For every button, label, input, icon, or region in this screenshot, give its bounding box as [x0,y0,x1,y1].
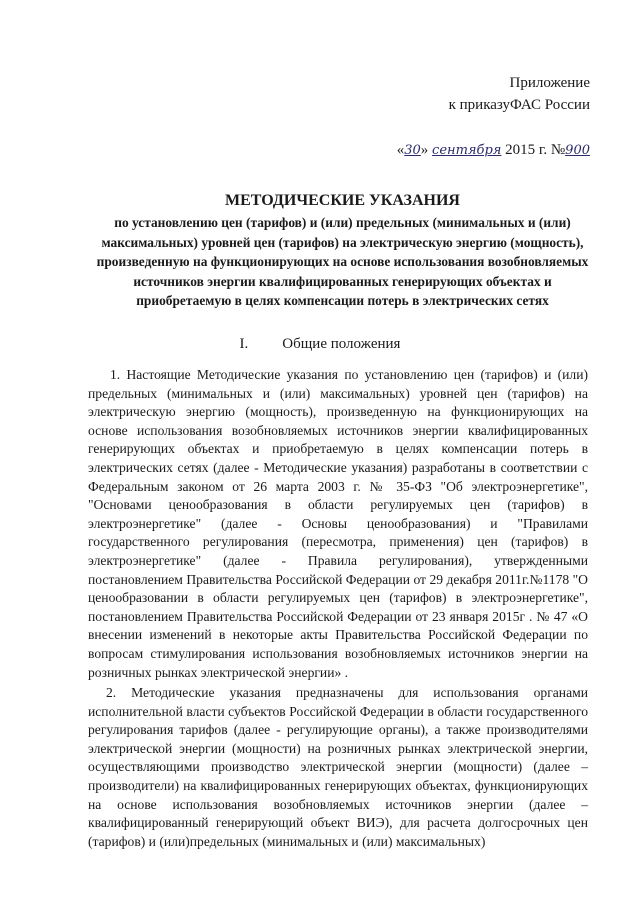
appendix-order-ref: к приказуФАС России [448,97,590,113]
order-month: сентября [432,143,502,158]
document-title [85,190,600,311]
body-text [88,366,588,851]
order-day: 30 [404,143,421,158]
order-number: 900 [565,143,590,158]
section-title: Общие положения [282,336,401,352]
paragraph-1: 1. Настоящие Методические указания по установлению цен (тарифов) и (или) предельных (минимальных и (или) максимальных) уровней цен (тарифов) на электрическую энергию (мощность), произведенную на функционирующих на основе использования возобновляемых источников энергии квалифицированных генерирующих объектах и приобретаемую в целях компенсации потерь в электрических сетях (далее - Методические указания) разработаны в соответствии с Федеральным законом от 26 марта 2003 г. № 35-ФЗ "Об электроэнергетике", "Основами ценообразования в области регулируемых цен (тарифов) в электроэнергетике" (далее - Основы ценообразования) и "Правилами государственного регулирования (пересмотра, применения) цен (тарифов) в электроэнергетике" (далее - Правила регулирования), утвержденными постановлением Правительства Российской Федерации от 29 декабря 2011г.№1178 "О ценообразовании в области регулируемых цен (тарифов) в электроэнергетике", постановлением Правительства Российской Федерации от 23 января 2015г . № 47 «О внесении изменений в некоторые акты Правительства Российской Федерации по вопросам стимулирования использования возобновляемых источников энергии на розничных рынках электрической энергии» . [88,367,588,680]
paragraph-2: 2. Методические указания предназначены для использования органами исполнительной власти субъектов Российской Федерации в области государственного регулирования тарифов (далее - регулирующие органы), а также производителями электрической энергии (мощности) на розничных рынках электрической энергии, осуществляющими производство электрической энергии (мощности) (далее – производители) на квалифицированных генерирующих объектах, функционирующих на основе использования возобновляемых источников энергии (далее – квалифицированный генерирующий объект ВИЭ), для расчета долгосрочных цен (тарифов) и (или)предельных (минимальных и (или) максимальных) [88,685,588,849]
order-date-line: «30» сентября 2015 г. №900 [396,142,590,158]
appendix-header [449,72,590,116]
section-heading [0,334,640,354]
order-year: 2015 г. № [505,142,566,158]
title-main: МЕТОДИЧЕСКИЕ УКАЗАНИЯ [225,192,460,209]
section-number: I. [239,336,249,352]
appendix-label: Приложение [509,75,590,91]
title-subtitle: по установлению цен (тарифов) и (или) предельных (минимальных и (или) максимальных) уровней цен (тарифов) на электрическую энергию (мощность), произведенную на функционирующих на основе использования возобновляемых источников энергии квалифицированных генерирующих объектах и приобретаемую в целях компенсации потерь в электрических сетях [96,215,589,308]
